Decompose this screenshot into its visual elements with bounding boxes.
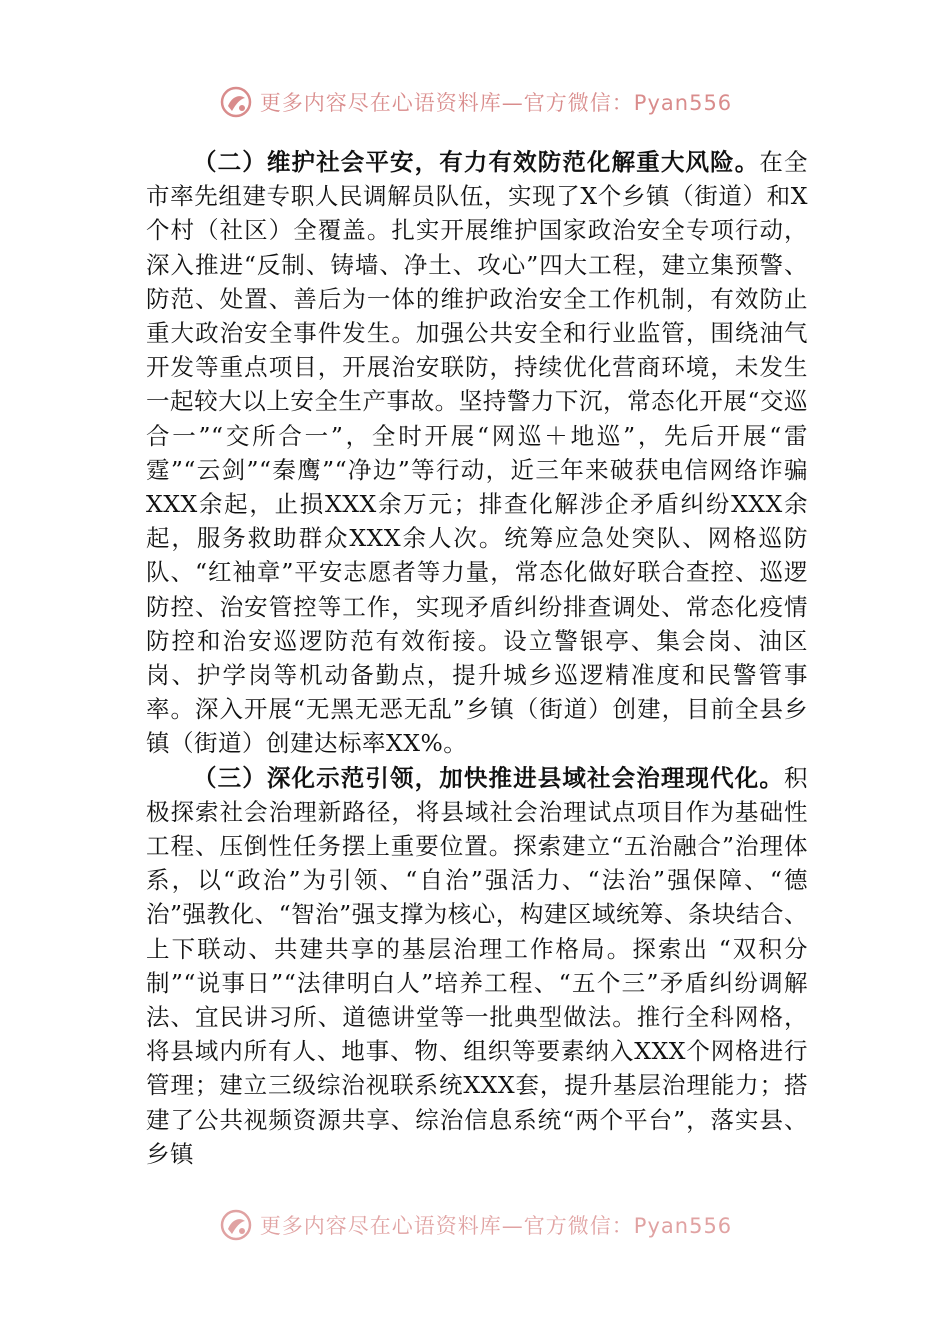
section-heading: （三）深化示范引领，加快推进县域社会治理现代化。 (193, 763, 784, 792)
section-body: 在全市率先组建专职人民调解员队伍，实现了X个乡镇（街道）和X个村（社区）全覆盖。扎实开展维护国家政治安全专项行动，深入推进“反制、铸墙、净土、攻心”四大工程，建立集预警、防范、处置、善后为一体的维护政治安全工作机制，有效防止重大政治安全事件发生。加强公共安全和行业监管，围绕油气开发等重点项目，开展治安联防，持续优化营商环境，未发生一起较大以上安全生产事故。坚持警力下沉，常态化开展“交巡合一”“交所合一”，全时开展“网巡＋地巡”，先后开展“雷霆”“云剑”“秦鹰”“净边”等行动，近三年来破获电信网络诈骗XXX余起，止损XXX余万元；排查化解涉企矛盾纠纷XXX余起，服务救助群众XXX余人次。统筹应急处突队、网格巡防队、“红袖章”平安志愿者等力量，常态化做好联合查控、巡逻防控、治安管控等工作，实现矛盾纠纷排查调处、常态化疫情防控和治安巡逻防范有效衔接。设立警银亭、集会岗、油区岗、护学岗等机动备勤点，提升城乡巡逻精准度和民警管事率。深入开展“无黑无恶无乱”乡镇（街道）创建，目前全县乡镇（街道）创建达标率XX%。 (146, 148, 808, 758)
watermark-text: 更多内容尽在心语资料库—官方微信：Pyan556 (259, 91, 733, 115)
section-heading: （二）维护社会平安，有力有效防范化解重大风险。 (193, 148, 760, 176)
paragraph-section-2 (146, 145, 808, 761)
section-body: 积极探索社会治理新路径，将县域社会治理试点项目作为基础性工程、压倒性任务摆上重要位置。探索建立“五治融合”治理体系，以“政治”为引领、“自治”强活力、“法治”强保障、“德治”强教化、“智治”强支撑为核心，构建区域统筹、条块结合、上下联动、共建共享的基层治理工作格局。探索出 “双积分制”“说事日”“法律明白人”培养工程、“五个三”矛盾纠纷调解法、宜民讲习所、道德讲堂等一批典型做法。推行全科网格，将县域内所有人、地事、物、组织等要素纳入XXX个网格进行管理；建立三级综治视联系统XXX套，提升基层治理能力；搭建了公共视频资源共享、综治信息系统“两个平台”，落实县、乡镇 (146, 763, 808, 1168)
paragraph-section-3 (146, 761, 808, 1171)
watermark-logo-icon (218, 84, 254, 120)
watermark-logo-icon (218, 1207, 254, 1243)
watermark-text: 更多内容尽在心语资料库—官方微信：Pyan556 (259, 1214, 733, 1238)
document-body (146, 145, 808, 1171)
watermark-footer (0, 1207, 950, 1243)
watermark-header (0, 84, 950, 120)
